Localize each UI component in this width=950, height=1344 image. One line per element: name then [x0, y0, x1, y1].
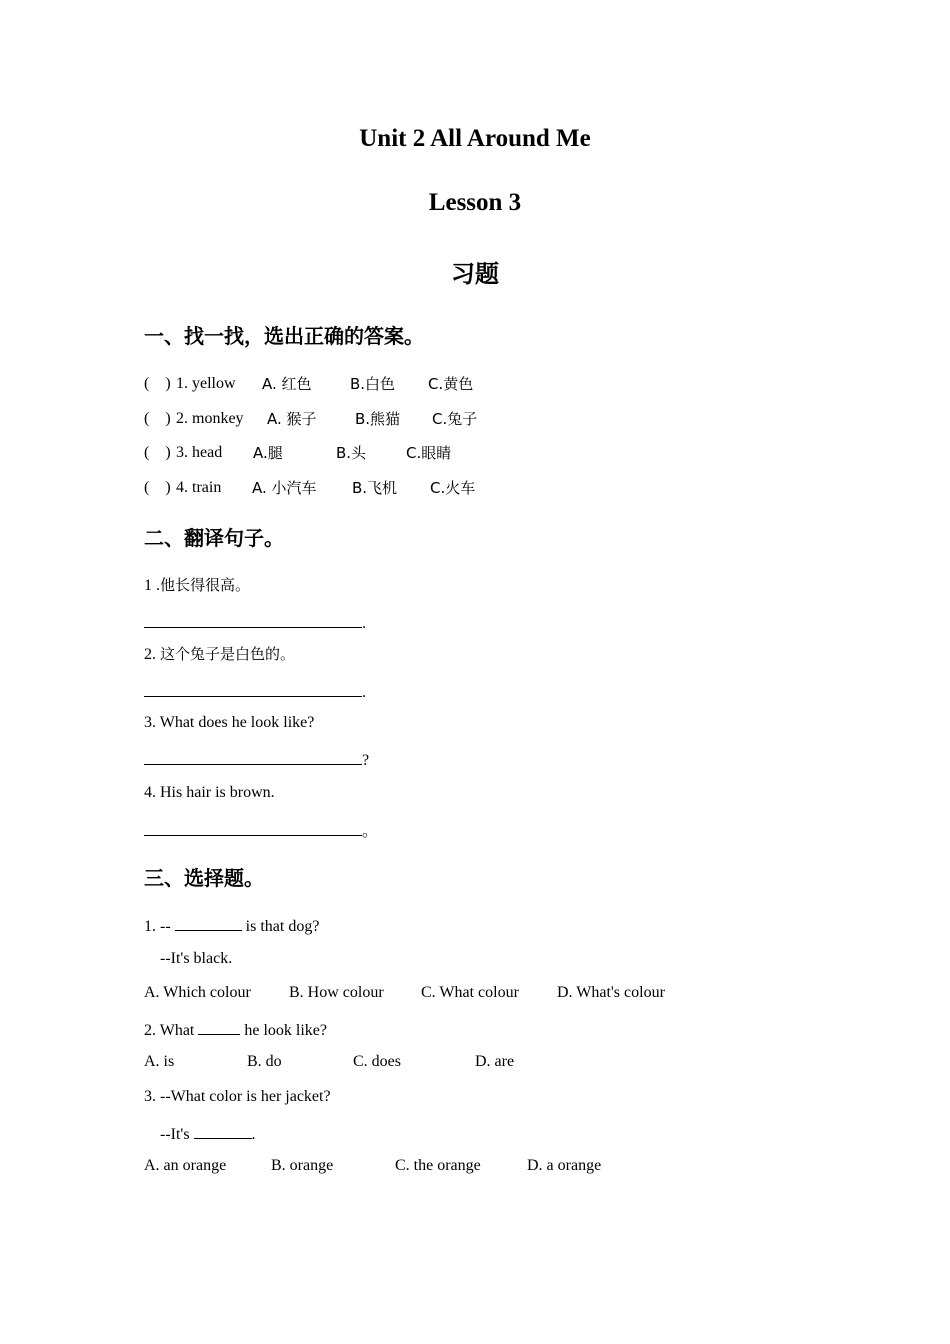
s2-answer-4 — [144, 819, 378, 842]
item-number: 2. — [144, 646, 156, 663]
s1-q4: 4. train — [176, 479, 222, 496]
s3-q3-option-b: B. orange — [271, 1157, 334, 1174]
s3-q2-line1 — [144, 1018, 327, 1041]
s3-q1-line2: --It's black. — [160, 950, 233, 967]
s3-q2-option-d: D. are — [475, 1053, 515, 1070]
answer-bracket: ( ) — [144, 410, 171, 427]
item-text: 他长得很高。 — [160, 576, 251, 594]
s2-answer-1 — [144, 611, 366, 634]
section2-heading: 二、翻译句子。 — [144, 526, 284, 550]
s3-q1-option-a: A. Which colour — [144, 984, 251, 1001]
s2-item-4 — [144, 783, 275, 803]
answer-blank — [144, 611, 362, 628]
s3-q3-line1: 3. --What color is her jacket? — [144, 1088, 331, 1105]
s3-q3-option-a: A. an orange — [144, 1157, 227, 1174]
s3-q1-option-b: B. How colour — [289, 984, 384, 1001]
s1-q4-b: B.飞机 — [352, 479, 398, 497]
q2-prefix: 2. What — [144, 1022, 195, 1039]
s1-q2-c: C.兔子 — [432, 410, 478, 428]
s1-q4-c: C.火车 — [430, 479, 476, 497]
item-text: His hair is brown. — [160, 784, 275, 801]
s3-q3-line2 — [160, 1122, 256, 1145]
answer-bracket: ( ) — [144, 444, 171, 461]
q3-prefix: --It's — [160, 1126, 190, 1143]
page-title: Unit 2 All Around Me — [359, 125, 591, 152]
s1-row-2 — [144, 409, 171, 429]
blank-end: 。 — [362, 823, 379, 840]
item-text: What does he look like? — [159, 714, 315, 731]
s1-row-1 — [144, 374, 171, 394]
blank-end: . — [362, 615, 366, 632]
s3-q2-option-b: B. do — [247, 1053, 282, 1070]
section1-heading: 一、找一找，选出正确的答案。 — [144, 324, 424, 348]
item-number: 4. — [144, 784, 156, 801]
s1-q1-a: A. 红色 — [262, 375, 312, 393]
s1-q3-a: A.腿 — [253, 444, 283, 462]
q2-suffix: he look like? — [244, 1022, 327, 1039]
answer-blank — [198, 1018, 240, 1035]
item-text: 这个兔子是白色的。 — [160, 645, 296, 663]
blank-end: ? — [362, 752, 370, 769]
s2-answer-2 — [144, 680, 366, 703]
s1-q4-a: A. 小汽车 — [252, 479, 317, 497]
answer-blank — [144, 680, 362, 697]
s3-q1-option-d: D. What's colour — [557, 984, 665, 1001]
item-number: 1 . — [144, 577, 160, 594]
s1-q1-b: B.白色 — [350, 375, 396, 393]
s1-q1: 1. yellow — [176, 375, 236, 392]
s1-q3-b: B.头 — [336, 444, 367, 462]
answer-bracket: ( ) — [144, 375, 171, 392]
s1-row-3 — [144, 443, 171, 463]
s3-q3-option-d: D. a orange — [527, 1157, 602, 1174]
s2-item-2 — [144, 644, 295, 665]
s1-q1-c: C.黄色 — [428, 375, 474, 393]
answer-bracket: ( ) — [144, 479, 171, 496]
answer-blank — [144, 748, 362, 765]
s1-q3: 3. head — [176, 444, 223, 461]
s1-q2-a: A. 猴子 — [267, 410, 317, 428]
item-number: 3. — [144, 714, 156, 731]
q3-suffix: . — [251, 1126, 256, 1143]
s1-q2: 2. monkey — [176, 410, 244, 427]
s3-q2-option-c: C. does — [353, 1053, 401, 1070]
s3-q1-option-c: C. What colour — [421, 984, 519, 1001]
s1-row-4 — [144, 478, 171, 498]
q1-prefix: 1. -- — [144, 918, 171, 935]
blank-end: . — [362, 684, 366, 701]
s3-q3-option-c: C. the orange — [395, 1157, 481, 1174]
answer-blank — [194, 1122, 252, 1139]
answer-blank — [144, 819, 362, 836]
q1-suffix: is that dog? — [245, 918, 320, 935]
lesson-title: Lesson 3 — [428, 189, 522, 216]
s2-item-3 — [144, 713, 314, 733]
s3-q2-option-a: A. is — [144, 1053, 175, 1070]
s1-q3-c: C.眼睛 — [406, 444, 452, 462]
s1-q2-b: B.熊猫 — [355, 410, 401, 428]
subtitle: 习题 — [451, 260, 499, 288]
answer-blank — [175, 914, 242, 931]
s3-q1-line1 — [144, 914, 319, 937]
s2-answer-3 — [144, 748, 369, 771]
section3-heading: 三、选择题。 — [144, 866, 264, 890]
s2-item-1 — [144, 575, 250, 596]
